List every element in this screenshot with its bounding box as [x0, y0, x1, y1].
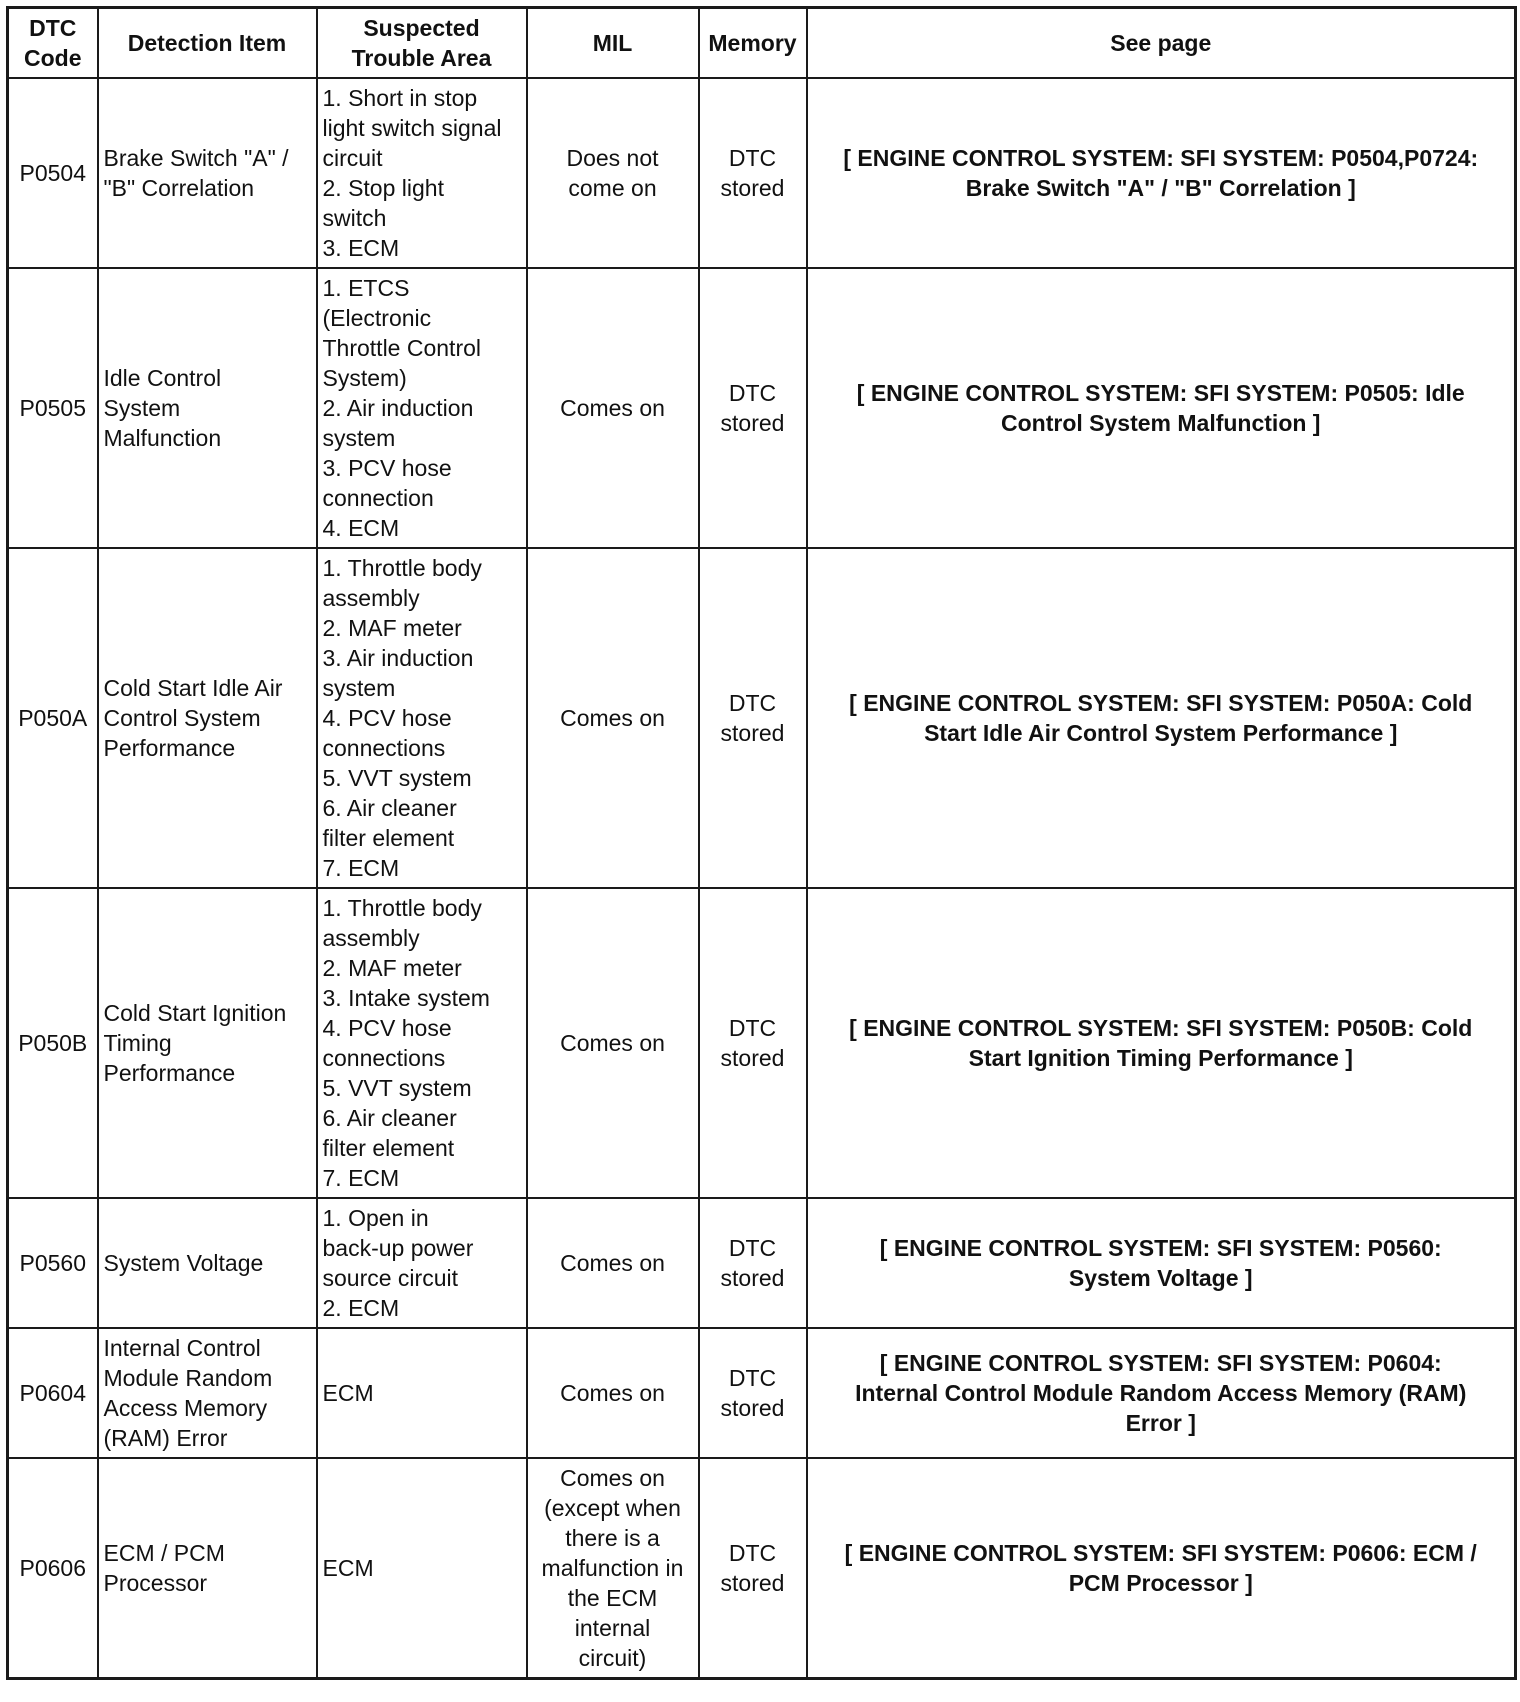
trouble-area-cell-line: 7. ECM: [322, 855, 400, 881]
see-page-cell-line: [ ENGINE CONTROL SYSTEM: SFI SYSTEM: P050B: Cold: [849, 1015, 1473, 1041]
see-page-cell: [807, 888, 1516, 1198]
memory-cell-line: DTC: [728, 1235, 777, 1261]
trouble-area-cell-line: 2. MAF meter: [322, 615, 462, 641]
memory-cell: [699, 1198, 807, 1328]
trouble-area-cell-line: 1. ETCS: [322, 275, 410, 301]
trouble-area-cell-line: 5. VVT system: [322, 1075, 472, 1101]
mil-cell: [527, 1198, 699, 1328]
table-row: [8, 1458, 1516, 1679]
mil-cell-line: malfunction in: [541, 1555, 684, 1581]
see-page-cell: [807, 1198, 1516, 1328]
detection-item-cell-line: Processor: [103, 1570, 208, 1596]
memory-cell: [699, 268, 807, 548]
trouble-area-cell: [317, 268, 527, 548]
memory-cell: [699, 78, 807, 268]
trouble-area-cell-line: back-up power: [322, 1235, 474, 1261]
trouble-area-cell: [317, 1328, 527, 1458]
memory-cell-line: stored: [720, 1045, 785, 1071]
detection-item-cell-line: Access Memory: [103, 1395, 268, 1421]
trouble-area-cell-line: light switch signal: [322, 115, 502, 141]
see-page-cell-line: PCM Processor ]: [1068, 1570, 1253, 1596]
mil-cell-line: come on: [568, 175, 657, 201]
dtc-code-cell: P0606: [8, 1458, 98, 1679]
table-row: [8, 1198, 1516, 1328]
trouble-area-cell: [317, 888, 527, 1198]
detection-item-cell: [98, 888, 317, 1198]
mil-cell-line: Does not: [566, 145, 659, 171]
memory-cell-line: DTC: [728, 145, 777, 171]
trouble-area-cell-line: connections: [322, 735, 446, 761]
trouble-area-cell-line: 4. ECM: [322, 515, 400, 541]
detection-item-cell-line: Module Random: [103, 1365, 273, 1391]
detection-item-cell-line: Malfunction: [103, 425, 222, 451]
trouble-area-cell-line: connections: [322, 1045, 446, 1071]
detection-item-cell-line: System Voltage: [103, 1250, 264, 1276]
trouble-area-cell-line: 1. Short in stop: [322, 85, 478, 111]
see-page-cell-line: [ ENGINE CONTROL SYSTEM: SFI SYSTEM: P0560:: [879, 1235, 1442, 1261]
see-page-cell-line: Control System Malfunction ]: [1001, 410, 1321, 436]
memory-cell-line: DTC: [728, 1540, 777, 1566]
trouble-area-cell-line: system: [322, 675, 396, 701]
memory-cell-line: DTC: [728, 1365, 777, 1391]
trouble-area-cell-line: 2. Stop light: [322, 175, 444, 201]
trouble-area-cell: [317, 1198, 527, 1328]
trouble-area-cell-line: circuit: [322, 145, 383, 171]
mil-cell-line: there is a: [565, 1525, 660, 1551]
trouble-area-cell-line: 6. Air cleaner: [322, 795, 457, 821]
dtc-code-cell: P050A: [8, 548, 98, 888]
see-page-cell-line: System Voltage ]: [1068, 1265, 1253, 1291]
detection-item-cell-line: Timing: [103, 1030, 172, 1056]
memory-cell: [699, 888, 807, 1198]
detection-item-cell-line: Cold Start Ignition: [103, 1000, 287, 1026]
table-body: [8, 78, 1516, 1679]
dtc-table: [6, 6, 1517, 1680]
header-mil: MIL: [527, 8, 699, 79]
mil-cell-line: Comes on: [560, 1030, 665, 1056]
memory-cell-line: DTC: [728, 690, 777, 716]
header-memory: Memory: [699, 8, 807, 79]
trouble-area-cell-line: (Electronic: [322, 305, 432, 331]
see-page-cell: [807, 78, 1516, 268]
trouble-area-cell-line: assembly: [322, 925, 420, 951]
see-page-cell: [807, 1328, 1516, 1458]
trouble-area-cell-line: 2. Air induction: [322, 395, 474, 421]
see-page-cell-line: Internal Control Module Random Access Memory (RAM): [855, 1380, 1467, 1406]
memory-cell-line: DTC: [728, 1015, 777, 1041]
header-area-line-2: Trouble Area: [351, 45, 492, 71]
memory-cell-line: stored: [720, 1395, 785, 1421]
see-page-cell-line: Start Ignition Timing Performance ]: [968, 1045, 1353, 1071]
mil-cell: [527, 1458, 699, 1679]
trouble-area-cell-line: 4. PCV hose: [322, 705, 452, 731]
mil-cell: [527, 1328, 699, 1458]
mil-cell-line: circuit): [578, 1645, 647, 1671]
see-page-cell: [807, 1458, 1516, 1679]
trouble-area-cell-line: Throttle Control: [322, 335, 482, 361]
mil-cell-line: Comes on: [560, 705, 665, 731]
memory-cell-line: stored: [720, 410, 785, 436]
detection-item-cell-line: System: [103, 395, 181, 421]
trouble-area-cell-line: filter element: [322, 1135, 455, 1161]
mil-cell-line: Comes on: [560, 1380, 665, 1406]
mil-cell: [527, 888, 699, 1198]
detection-item-cell: [98, 268, 317, 548]
header-area-line-1: Suspected: [363, 15, 480, 41]
mil-cell-line: Comes on: [560, 1250, 665, 1276]
header-detection-item: Detection Item: [98, 8, 317, 79]
detection-item-cell-line: Internal Control: [103, 1335, 261, 1361]
see-page-cell: [807, 268, 1516, 548]
dtc-code-cell: P0604: [8, 1328, 98, 1458]
see-page-cell-line: [ ENGINE CONTROL SYSTEM: SFI SYSTEM: P0504,P0724:: [843, 145, 1479, 171]
trouble-area-cell-line: system: [322, 425, 396, 451]
trouble-area-cell-line: 6. Air cleaner: [322, 1105, 457, 1131]
dtc-code-cell: P0560: [8, 1198, 98, 1328]
trouble-area-cell-line: 1. Throttle body: [322, 555, 482, 581]
mil-cell: [527, 268, 699, 548]
trouble-area-cell-line: 3. Air induction: [322, 645, 474, 671]
trouble-area-cell-line: connection: [322, 485, 434, 511]
table-row: [8, 888, 1516, 1198]
table-row: [8, 268, 1516, 548]
trouble-area-cell-line: 3. ECM: [322, 235, 400, 261]
see-page-cell: [807, 548, 1516, 888]
detection-item-cell: [98, 548, 317, 888]
header-dtc-code-line-1: DTC: [29, 15, 77, 41]
table-row: [8, 548, 1516, 888]
trouble-area-cell-line: 1. Throttle body: [322, 895, 482, 921]
see-page-cell-line: [ ENGINE CONTROL SYSTEM: SFI SYSTEM: P050A: Cold: [849, 690, 1473, 716]
trouble-area-cell-line: System): [322, 365, 407, 391]
detection-item-cell-line: Idle Control: [103, 365, 222, 391]
trouble-area-cell-line: source circuit: [322, 1265, 458, 1291]
dtc-code-cell: P0504: [8, 78, 98, 268]
table-row: [8, 1328, 1516, 1458]
trouble-area-cell-line: 3. PCV hose: [322, 455, 452, 481]
detection-item-cell-line: Cold Start Idle Air: [103, 675, 283, 701]
mil-cell-line: the ECM: [567, 1585, 658, 1611]
trouble-area-cell-line: ECM: [322, 1555, 374, 1581]
memory-cell: [699, 1328, 807, 1458]
mil-cell-line: internal: [574, 1615, 651, 1641]
see-page-cell-line: Brake Switch "A" / "B" Correlation ]: [965, 175, 1356, 201]
detection-item-cell: [98, 1198, 317, 1328]
see-page-cell-line: [ ENGINE CONTROL SYSTEM: SFI SYSTEM: P0604:: [879, 1350, 1442, 1376]
memory-cell-line: stored: [720, 1570, 785, 1596]
trouble-area-cell-line: 1. Open in: [322, 1205, 429, 1231]
detection-item-cell-line: Performance: [103, 735, 236, 761]
trouble-area-cell: [317, 548, 527, 888]
detection-item-cell-line: Performance: [103, 1060, 236, 1086]
detection-item-cell-line: Control System: [103, 705, 261, 731]
trouble-area-cell: [317, 1458, 527, 1679]
memory-cell-line: DTC: [728, 380, 777, 406]
dtc-code-cell: P050B: [8, 888, 98, 1198]
memory-cell-line: stored: [720, 175, 785, 201]
mil-cell-line: Comes on: [560, 1465, 665, 1491]
table-row: [8, 78, 1516, 268]
detection-item-cell-line: ECM / PCM: [103, 1540, 225, 1566]
mil-cell-line: (except when: [544, 1495, 681, 1521]
detection-item-cell: [98, 78, 317, 268]
trouble-area-cell-line: 5. VVT system: [322, 765, 472, 791]
detection-item-cell: [98, 1458, 317, 1679]
trouble-area-cell-line: switch: [322, 205, 387, 231]
trouble-area-cell-line: assembly: [322, 585, 420, 611]
header-suspected-trouble-area: [317, 8, 527, 79]
see-page-cell-line: Error ]: [1125, 1410, 1196, 1436]
trouble-area-cell-line: 4. PCV hose: [322, 1015, 452, 1041]
dtc-code-cell: P0505: [8, 268, 98, 548]
memory-cell-line: stored: [720, 1265, 785, 1291]
see-page-cell-line: [ ENGINE CONTROL SYSTEM: SFI SYSTEM: P0505: Idle: [856, 380, 1465, 406]
memory-cell: [699, 548, 807, 888]
header-dtc-code: [8, 8, 98, 79]
detection-item-cell-line: Brake Switch "A" /: [103, 145, 289, 171]
see-page-cell-line: Start Idle Air Control System Performance ]: [924, 720, 1398, 746]
detection-item-cell-line: (RAM) Error: [103, 1425, 228, 1451]
trouble-area-cell-line: 2. MAF meter: [322, 955, 462, 981]
header-see-page: See page: [807, 8, 1516, 79]
trouble-area-cell-line: 2. ECM: [322, 1295, 400, 1321]
trouble-area-cell-line: ECM: [322, 1380, 374, 1406]
see-page-cell-line: [ ENGINE CONTROL SYSTEM: SFI SYSTEM: P0606: ECM /: [844, 1540, 1477, 1566]
header-row: [8, 8, 1516, 79]
detection-item-cell: [98, 1328, 317, 1458]
mil-cell-line: Comes on: [560, 395, 665, 421]
trouble-area-cell-line: 7. ECM: [322, 1165, 400, 1191]
header-dtc-code-line-2: Code: [24, 45, 82, 71]
memory-cell: [699, 1458, 807, 1679]
memory-cell-line: stored: [720, 720, 785, 746]
trouble-area-cell: [317, 78, 527, 268]
mil-cell: [527, 548, 699, 888]
mil-cell: [527, 78, 699, 268]
detection-item-cell-line: "B" Correlation: [103, 175, 255, 201]
trouble-area-cell-line: 3. Intake system: [322, 985, 490, 1011]
trouble-area-cell-line: filter element: [322, 825, 455, 851]
